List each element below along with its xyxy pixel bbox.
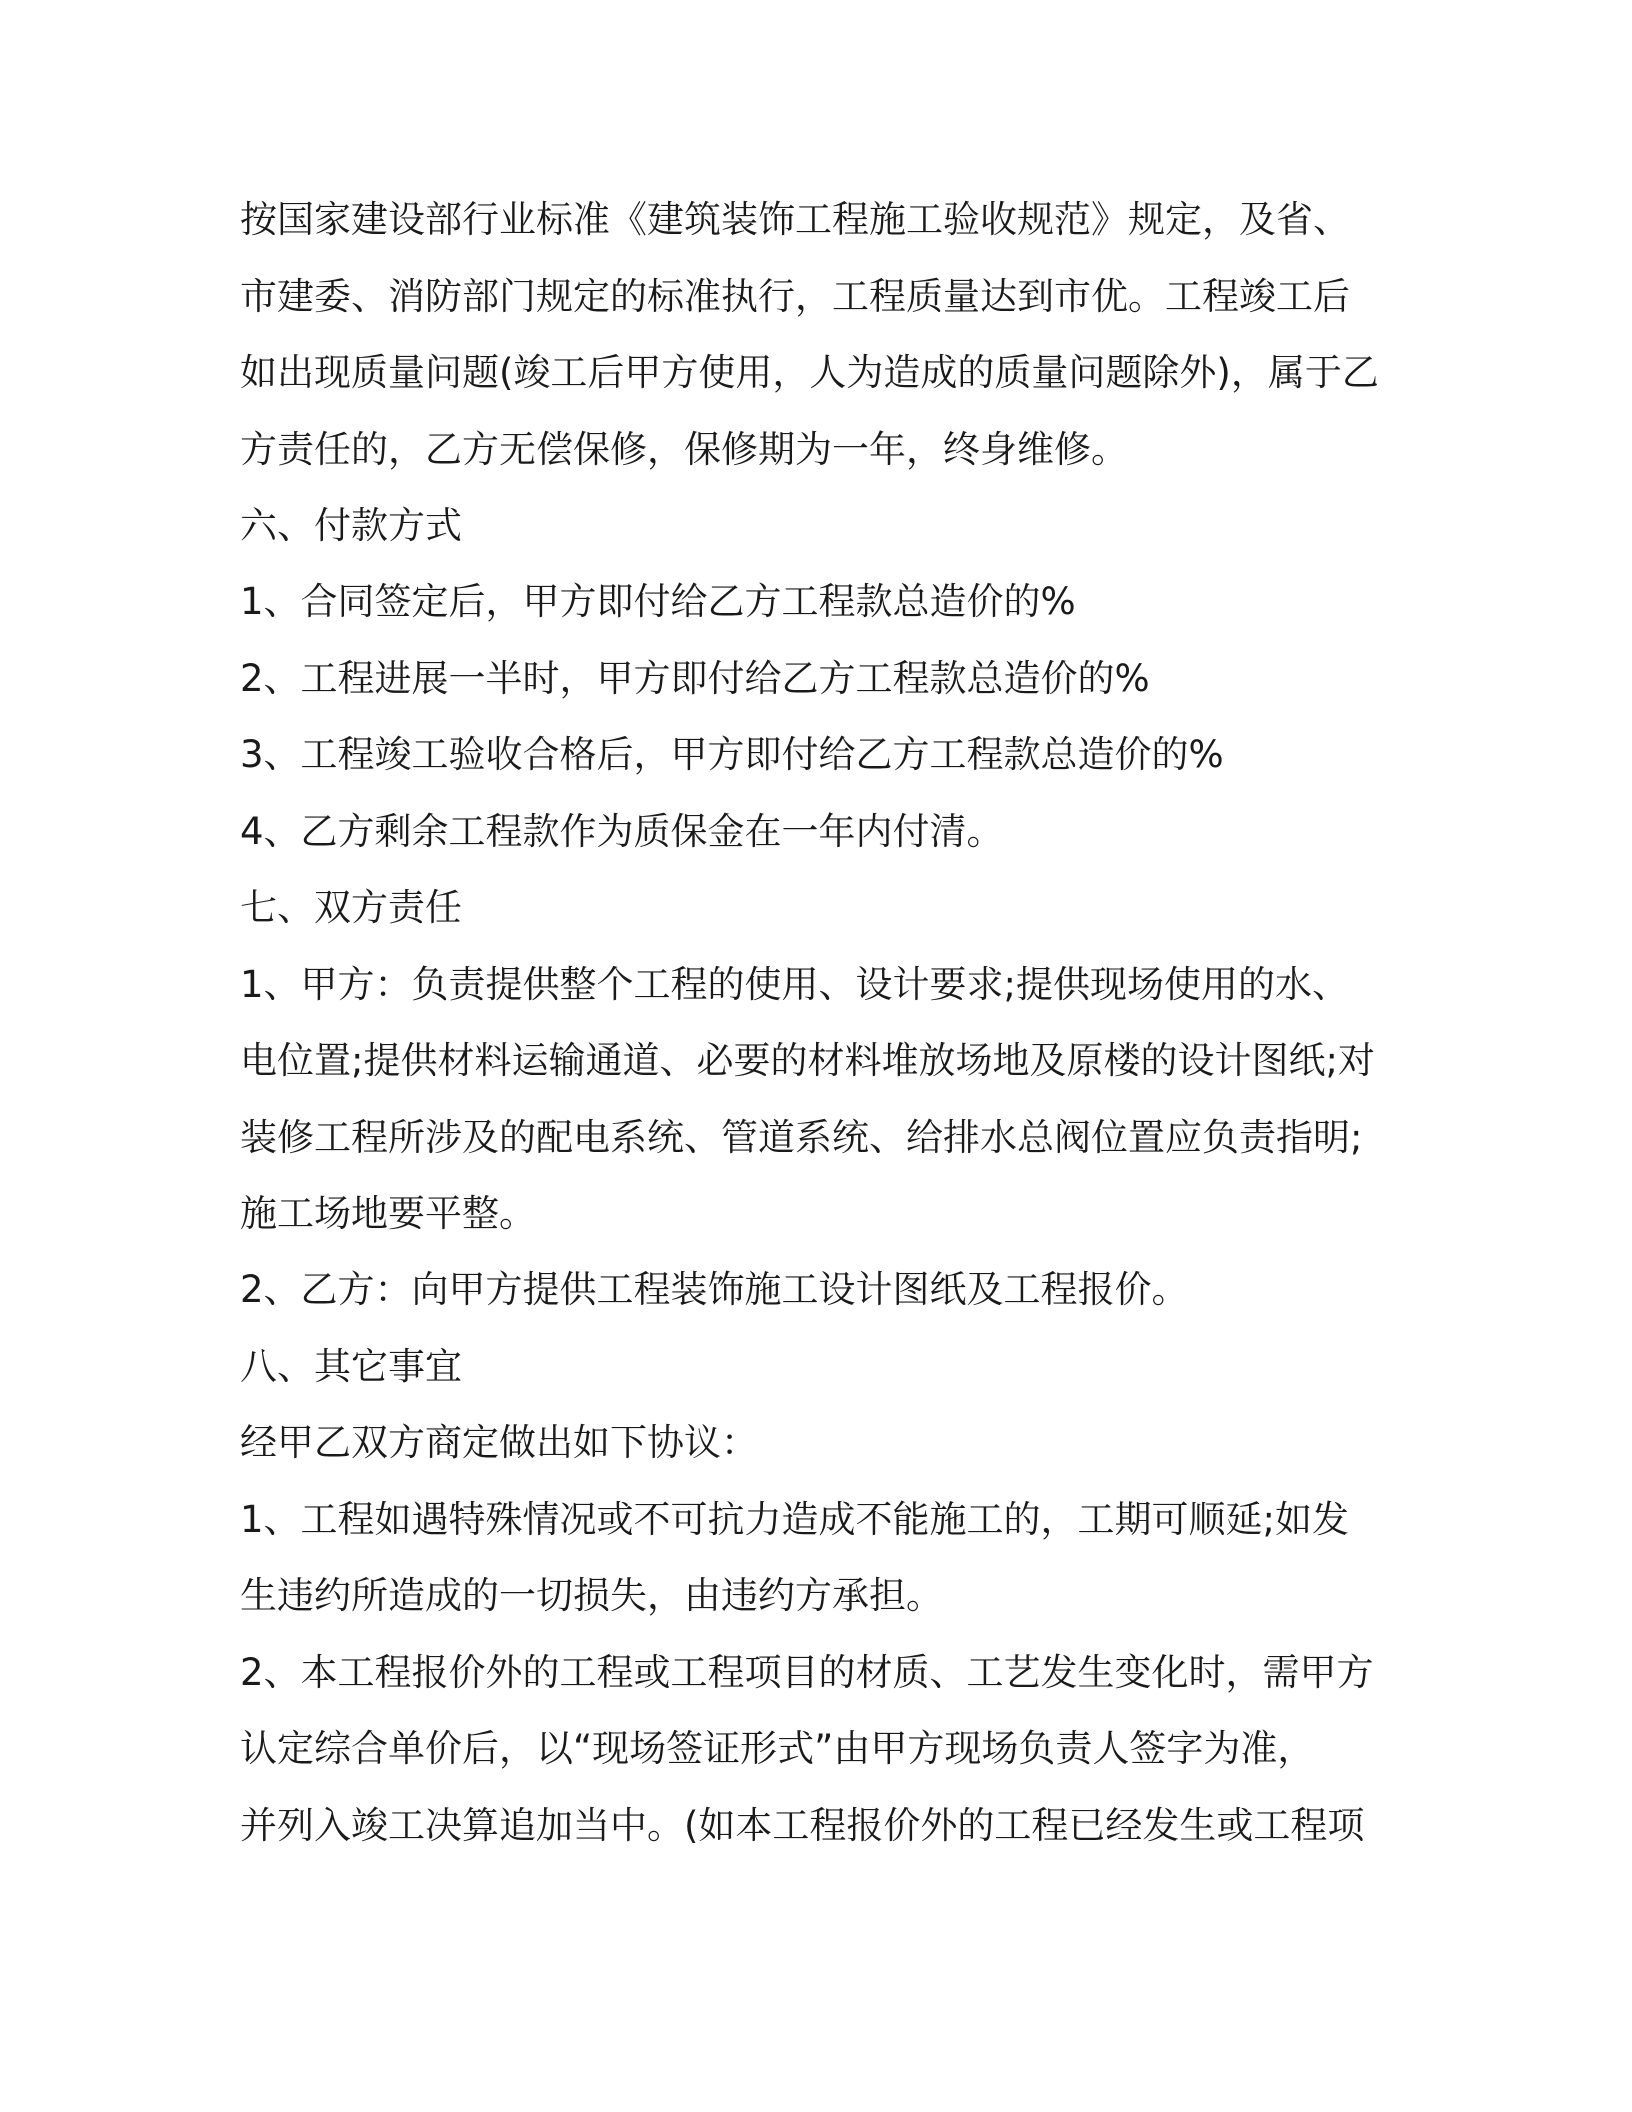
- contract-text-line: 如出现质量问题(竣工后甲方使用，人为造成的质量问题除外)，属于乙: [240, 351, 1379, 394]
- contract-text-line: 3、工程竣工验收合格后，甲方即付给乙方工程款总造价的%: [240, 733, 1224, 776]
- section-heading-payment: 六、付款方式: [240, 504, 462, 547]
- contract-text-line: 电位置;提供材料运输通道、必要的材料堆放场地及原楼的设计图纸;对: [240, 1039, 1375, 1082]
- contract-text-line: 方责任的，乙方无偿保修，保修期为一年，终身维修。: [240, 428, 1128, 471]
- section-heading-other-matters: 八、其它事宜: [240, 1345, 462, 1388]
- contract-text-line: 装修工程所涉及的配电系统、管道系统、给排水总阀位置应负责指明;: [240, 1116, 1363, 1159]
- contract-text-line: 经甲乙双方商定做出如下协议：: [240, 1421, 758, 1464]
- contract-text-line: 1、合同签定后，甲方即付给乙方工程款总造价的%: [240, 580, 1076, 623]
- contract-text-line: 1、工程如遇特殊情况或不可抗力造成不能施工的，工期可顺延;如发: [240, 1498, 1350, 1541]
- contract-text-line: 施工场地要平整。: [240, 1192, 536, 1235]
- contract-text-line: 4、乙方剩余工程款作为质保金在一年内付清。: [240, 810, 1004, 853]
- contract-text-line: 2、工程进展一半时，甲方即付给乙方工程款总造价的%: [240, 657, 1150, 700]
- section-heading-responsibilities: 七、双方责任: [240, 886, 462, 929]
- contract-text-line: 1、甲方：负责提供整个工程的使用、设计要求;提供现场使用的水、: [240, 963, 1350, 1006]
- contract-text-line: 2、乙方：向甲方提供工程装饰施工设计图纸及工程报价。: [240, 1268, 1189, 1311]
- contract-text-line: 按国家建设部行业标准《建筑装饰工程施工验收规范》规定，及省、: [240, 198, 1350, 241]
- contract-text-line: 生违约所造成的一切损失，由违约方承担。: [240, 1574, 943, 1617]
- contract-text-line: 认定综合单价后，以“现场签证形式”由甲方现场负责人签字为准，: [240, 1727, 1315, 1770]
- contract-text-line: 2、本工程报价外的工程或工程项目的材质、工艺发生变化时，需甲方: [240, 1651, 1374, 1694]
- contract-text-line: 市建委、消防部门规定的标准执行，工程质量达到市优。工程竣工后: [240, 275, 1350, 318]
- contract-text-line: 并列入竣工决算追加当中。(如本工程报价外的工程已经发生或工程项: [240, 1804, 1365, 1847]
